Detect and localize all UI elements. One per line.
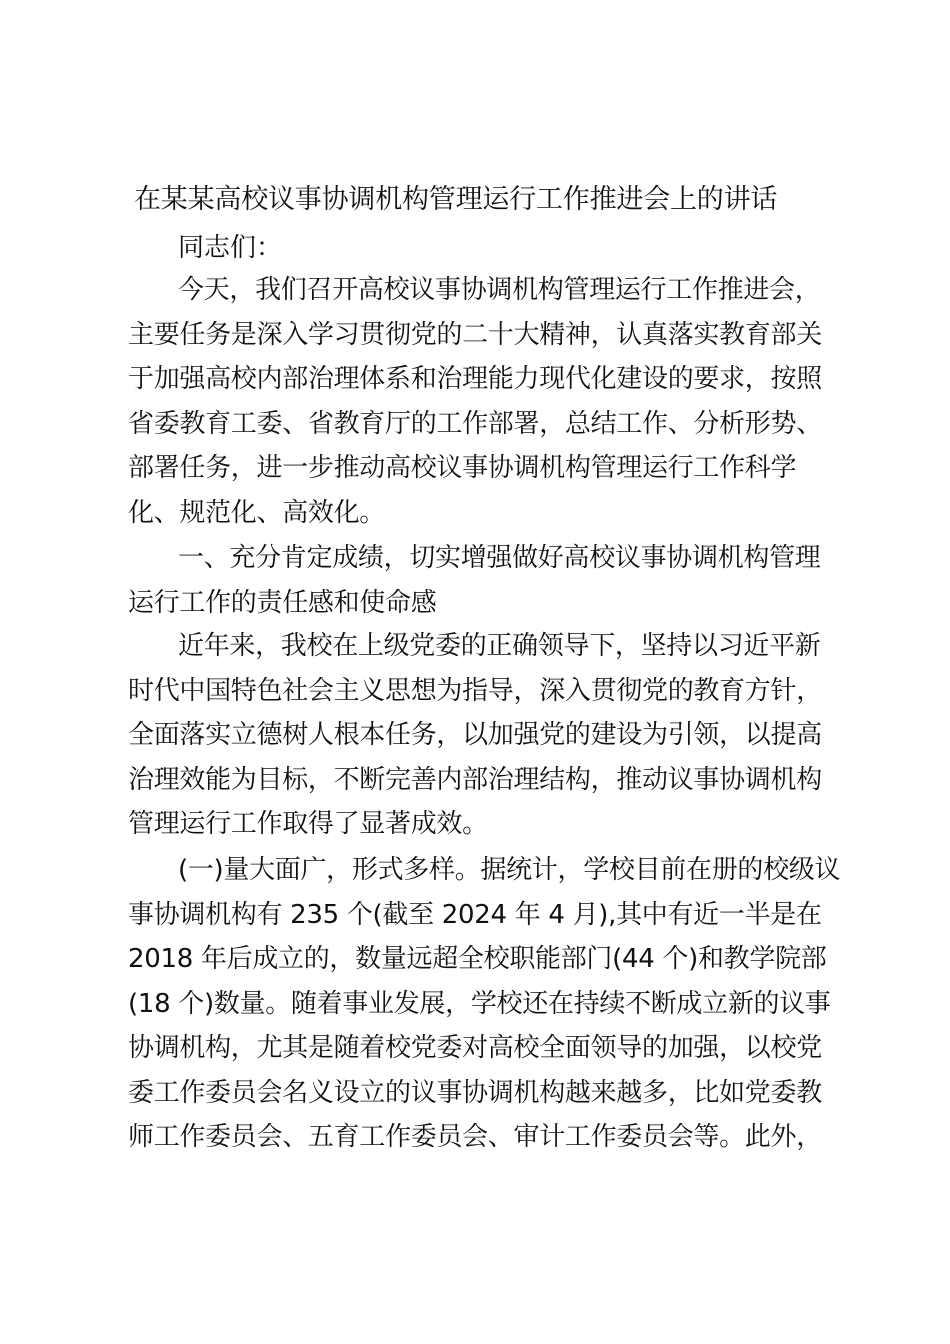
document-title: 在某某高校议事协调机构管理运行工作推进会上的讲话	[134, 184, 778, 215]
heading-line: 运行工作的责任感和使命感	[128, 587, 437, 618]
paragraph-line: 2018 年后成立的，数量远超全校职能部门(44 个)和教学院部	[128, 944, 827, 974]
paragraph-line: (一)量大面广，形式多样。据统计，学校目前在册的校级议	[178, 855, 841, 885]
paragraph-opening	[128, 268, 828, 535]
paragraph-line: 治理效能为目标，不断完善内部治理结构，推动议事协调机构	[128, 764, 822, 795]
paragraph-line: 全面落实立德树人根本任务，以加强党的建设为引领，以提高	[128, 720, 822, 750]
paragraph-line: 管理运行工作取得了显著成效。	[128, 809, 488, 839]
paragraph-line: 省委教育工委、省教育厅的工作部署，总结工作、分析形势、	[128, 408, 822, 439]
paragraph-line: 师工作委员会、五育工作委员会、审计工作委员会等。此外，	[128, 1122, 822, 1152]
paragraph-line: 事协调机构有 235 个(截至 2024 年 4 月),其中有近一半是在	[128, 899, 822, 930]
paragraph-line: 于加强高校内部治理体系和治理能力现代化建设的要求，按照	[128, 364, 822, 394]
paragraph-line: 委工作委员会名义设立的议事协调机构越来越多，比如党委教	[128, 1077, 822, 1108]
salutation: 同志们：	[178, 233, 283, 263]
heading-line: 一、充分肯定成绩，切实增强做好高校议事协调机构管理	[178, 543, 821, 573]
paragraph-line: 时代中国特色社会主义思想为指导，深入贯彻党的教育方针，	[128, 675, 822, 706]
paragraph-line: 协调机构，尤其是随着校党委对高校全面领导的加强，以校党	[128, 1033, 822, 1063]
paragraph-achievements	[128, 624, 828, 847]
paragraph-subsection-1	[128, 848, 841, 1160]
paragraph-line: 主要任务是深入学习贯彻党的二十大精神，认真落实教育部关	[128, 319, 822, 350]
section-heading-1	[128, 536, 828, 625]
paragraph-line: 近年来，我校在上级党委的正确领导下，坚持以习近平新	[178, 631, 821, 661]
paragraph-line: (18 个)数量。随着事业发展，学校还在持续不断成立新的议事	[128, 988, 831, 1019]
paragraph-line: 今天，我们召开高校议事协调机构管理运行工作推进会，	[178, 275, 821, 305]
paragraph-line: 部署任务，进一步推动高校议事协调机构管理运行工作科学	[128, 453, 797, 483]
paragraph-line: 化、规范化、高效化。	[128, 497, 386, 528]
